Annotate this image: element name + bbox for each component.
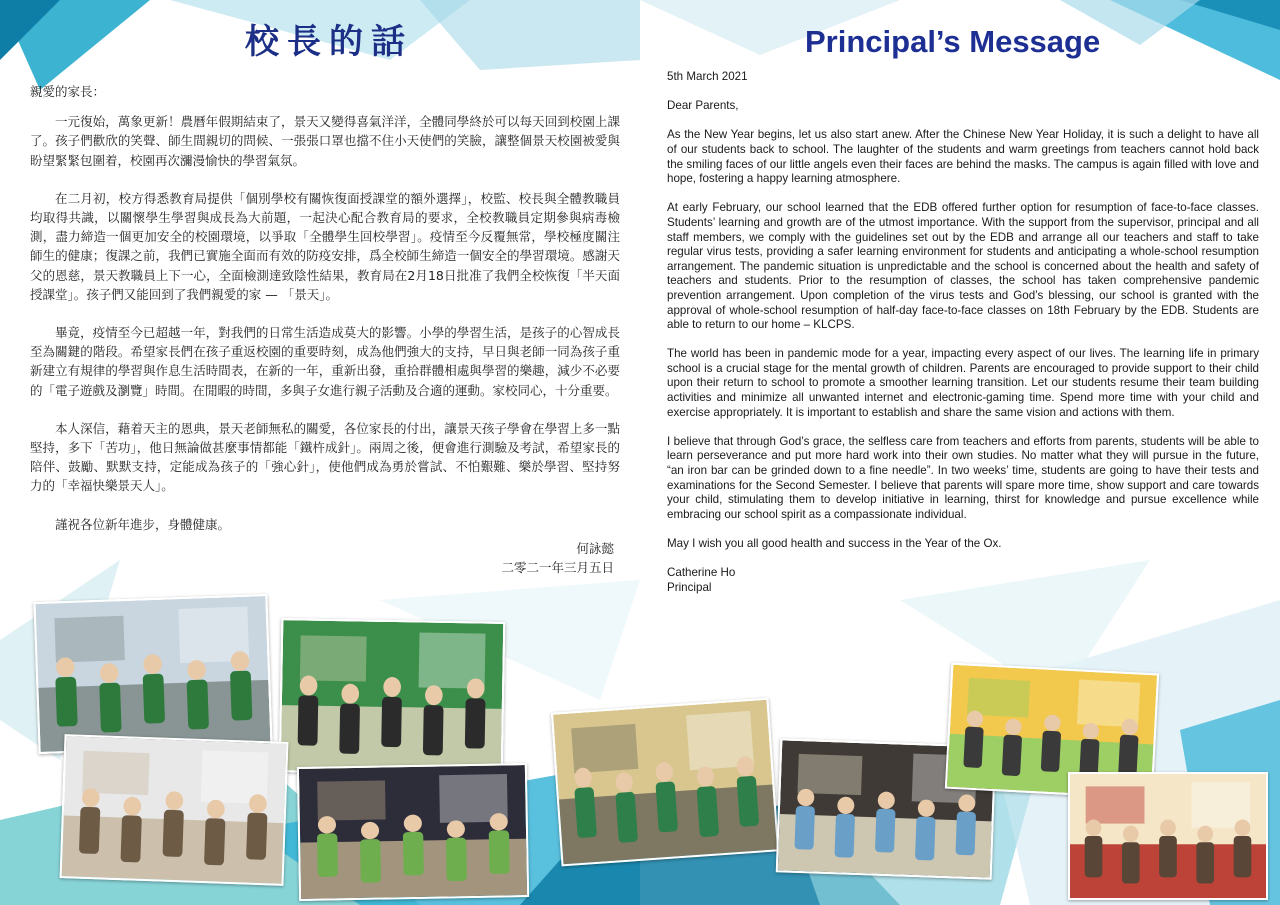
chinese-paragraph-1: 一元復始，萬象更新！農曆年假期結束了，景天又變得喜氣洋洋，全體同學終於可以每天回到校園上課了。孩子們歡欣的笑聲、師生間親切的問候、一張張口罩也擋不住小天使們的笑臉，讓整個景天校園被愛與盼望緊緊包圍着，校園再次瀰漫愉快的學習氣氛。: [30, 114, 620, 168]
english-signature-name: Catherine Ho: [667, 566, 736, 580]
english-paragraph-4: I believe that through God’s grace, the selfless care from teachers and efforts from parents, students will be able to learn perseverance and put more hard work into their own studies. No matter what they will pursue in the future, “an iron bar can be grinded down to a fine needle”. In two weeks’ time, students are going to have their tests and examinations for the Second Semester. I believe that parents will spare more time, show support and care towards your child, stimulating them to develop initiative in learning, thirst for knowledge and pursue excellence while embracing our school spirit as a compassionate individual.: [667, 434, 1259, 521]
chinese-paragraph-4: 本人深信，藉着天主的恩典，景天老師無私的關愛，各位家長的付出，讓景天孩子學會在學習上多一點堅持，多下「苦功」，他日無論做甚麼事情都能「鐵杵成針」。兩周之後，便會進行測驗及考試，希望家長的陪伴、鼓勵、默默支持，定能成為孩子的「強心針」，使他們成為勇於嘗試、不怕艱難、樂於學習、堅持努力的「幸福快樂景天人」。: [30, 420, 620, 494]
english-closing: May I wish you all good health and success in the Year of the Ox.: [667, 537, 1002, 550]
english-signature-title: Principal: [667, 580, 712, 594]
english-salutation: Dear Parents,: [667, 99, 739, 113]
english-paragraph-2: At early February, our school learned that the EDB offered further option for resumption of face-to-face classes. Students’ learning and growth are of the utmost importance. With the support from the supervisor, principal and all staff members, we comply with the guidelines set out by the EDB and arrange all our teachers and staff to take regular virus tests, providing a safer learning environment for students and anticipating a whole-school resumption arrangement. The pandemic situation is unpredictable and the school is concerned about the health and safety of teachers and students. Prior to the resumption of classes, the school has taken comprehensive pandemic prevention arrangement. Upon completion of the virus tests and God’s blessing, our school is granted with the approval of whole-school resumption of half-day face-to-face classes on 18th February by the EDB. Students are able to return to our home – KLCPS.: [667, 201, 1259, 332]
students-with-tablets-photo: [297, 763, 529, 901]
library-reading-photo: [551, 698, 779, 867]
students-arriving-photo: [33, 594, 272, 754]
english-paragraph-3: The world has been in pandemic mode for a year, impacting every aspect of our lives. The learning life in primary school is a crucial stage for the mental growth of children. Parents are encouraged to provide support to their child upon their return to school to promote a smoother learning transition. Let our students resume their team building activities and minimize all unwanted internet and electronic-gaming time. Spend more time with your child and exercise appropriately. It is important to establish and share the same vision and actions with them.: [667, 347, 1259, 419]
chinese-message-body: [30, 82, 620, 553]
chinese-paragraph-2: 在二月初，校方得悉教育局提供「個別學校有關恢復面授課堂的額外選擇」，校監、校長與全體教職員均取得共識，以關懷學生學習與成長為大前題，一起決心配合教育局的要求，全校教職員定期參與病毒檢測，盡力締造一個更加安全的校園環境，以爭取「全體學生回校學習」。疫情至今反覆無常，學校極度關注師生的健康；復課之前，我們已實施全面而有效的防疫安排，爲全校師生締造一個安全的學習環境。感謝天父的恩慈，景天教職員上下一心，全面檢測達致陰性結果，教育局在2月18日批准了我們全校恢復「半天面授課堂」。孩子們又能回到了我們親愛的家 — 「景天」。: [30, 190, 620, 302]
chinese-closing: 謹祝各位新年進步，身體健康。: [55, 516, 231, 532]
chinese-signature-name: 何詠懿: [576, 541, 614, 556]
chinese-signature-date: 二零二一年三月五日: [501, 560, 614, 575]
chinese-title: 校長的話: [245, 22, 413, 62]
new-year-event-photo: [1068, 772, 1268, 900]
english-paragraph-1: As the New Year begins, let us also start anew. After the Chinese New Year Holiday, it is such a delight to have all of our students back to school. The laughter of the students and warm greetings from teachers cannot hold back the smiling faces of our little angels even their faces are behind the masks. The campus is again filled with love and hope, fostering a happy learning atmosphere.: [667, 128, 1259, 186]
disinfection-spraying-photo: [60, 734, 289, 886]
english-signature: [667, 566, 1259, 595]
chinese-signature: [501, 539, 614, 577]
chinese-paragraph-3: 畢竟，疫情至今已超越一年，對我們的日常生活造成莫大的影響。小學的學習生活，是孩子的心智成長至為關鍵的階段。希望家長們在孩子重返校園的重要時刻，成為他們強大的支持，早日與老師一同為孩子重新建立有規律的學習與作息生活時間表，在新的一年，重新出發，重拾群體相處與學習的樂趣，減少不必要的「電子遊戲及瀏覽」時間。在閒暇的時間，多與子女進行親子活動及合適的運動。家校同心，十分重要。: [30, 325, 620, 398]
english-date: 5th March 2021: [667, 70, 748, 83]
english-message-body: [667, 70, 1259, 595]
chinese-salutation: 親愛的家長：: [30, 84, 106, 99]
english-title: Principal’s Message: [805, 24, 1101, 59]
classroom-hand-sanitizer-photo: [279, 618, 506, 776]
